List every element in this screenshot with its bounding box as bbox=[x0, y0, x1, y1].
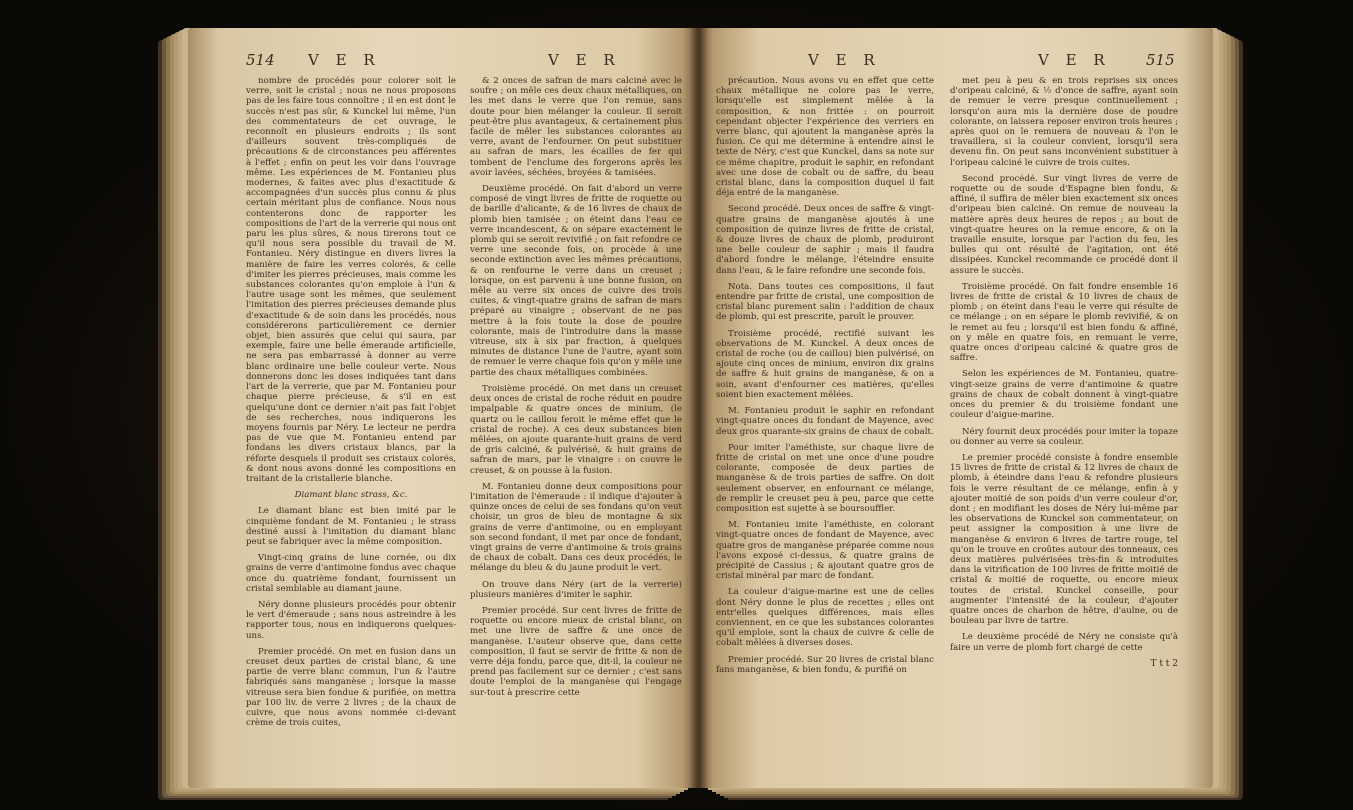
paragraph: La couleur d'aigue-marine est une de celles dont Néry donne le plus de recettes ; elles ont entr'elles quelques différences, mais elles conviennent, en ce que les substances colorantes qu'il emploie, sont la chaux de cuivre & celle de cobalt mêlées à diverses doses. bbox=[716, 587, 934, 649]
paragraph: met peu à peu & en trois reprises six onces d'oripeau calciné, & ½ d'once de saffre, ayant soin de remuer le verre presque continuellement ; lorsqu'on aura mis la dernière dose de poudre colorante, on laissera reposer environ trois heures ; après quoi on le remuera de nouveau & l'on le travaillera, si la couleur convient, lorsqu'il sera devenu fin. On peut sans inconvénient substituer à l'oripeau calciné le cuivre de trois cuites. bbox=[950, 76, 1178, 168]
text-column-1 bbox=[246, 76, 456, 734]
paragraph: Nota. Dans toutes ces compositions, il faut entendre par fritte de cristal, une composition de cristal blanc purement salin : l'addition de chaux de plomb, qui est prescrite, paroît le prouver. bbox=[716, 281, 934, 323]
paragraph: Le premier procédé consiste à fondre ensemble 15 livres de fritte de cristal & 12 livres de chaux de plomb, à éteindre dans l'eau & refondre plusieurs fois le verre résultant de ce mélange, enfin à y ajouter moitié de son poids d'un verre couleur d'or, dont ; en modifiant les doses de Néry lui-même par les observations de Kunckel son commentateur, on peut assigner la composition à une livre de manganèse & environ 6 livres de tartre rouge, tel qu'on le trouve en croûtes autour des tonneaux, ces deux matières pulvérisées très-fin & introduites dans la vitrification de 100 livres de fritte moitié de cristal & moitié de roquette, ou encore mieux toutes de cristal. Kunckel conseille, pour augmenter l'intensité de la couleur, d'ajouter quatre onces de charbon de hêtre, d'aulne, ou de bouleau par livre de tartre. bbox=[950, 452, 1178, 627]
page-number: 515 bbox=[1146, 51, 1175, 69]
paragraph: Le deuxième procédé de Néry ne consiste qu'à faire un verre de plomb fort chargé de cette bbox=[950, 632, 1178, 653]
paragraph: On trouve dans Néry (art de la verrerie) plusieurs manières d'imiter le saphir. bbox=[470, 579, 682, 600]
text-column-1 bbox=[716, 76, 934, 681]
text-column-2 bbox=[470, 76, 682, 704]
paragraph: Néry fournit deux procédés pour imiter la topaze ou donner au verre sa couleur. bbox=[950, 426, 1178, 447]
paragraph: Le diamant blanc est bien imité par le cinquième fondant de M. Fontanieu ; le strass destiné aussi à l'imitation du diamant blanc peut se fabriquer avec la même composition. bbox=[246, 506, 456, 547]
paragraph: Pour imiter l'améthiste, sur chaque livre de fritte de cristal on met une once d'une poudre colorante, composée de deux parties de manganèse & de trois parties de saffre. On doit seulement observer, en enfournant ce mélange, de remplir le creuset peu à peu, parce que cette composition est sujette à se boursouffler. bbox=[716, 442, 934, 514]
right-page bbox=[698, 28, 1213, 788]
running-header: V E R bbox=[1038, 51, 1111, 69]
page-number: 514 bbox=[246, 51, 275, 69]
paragraph: nombre de procédés pour colorer soit le verre, soit le cristal ; nous ne nous proposons pas de les faire tous connoître ; il en est dont le succès n'est pas sûr, & Kunckel lui même, l'un des commentateurs de cet ouvrage, le reconnoît en plusieurs endroits ; ils sont d'ailleurs souvent très-compliqués de précautions & de circonstances peu afférentes à l'effet ; enfin on peut les voir dans l'ouvrage même. Les expériences de M. Fontanieu plus modernes, & faites avec plus d'exactitude & accompagnées d'un succès plus connu & plus certain méritant plus de confiance. Nous nous contenterons donc de rapporter les compositions de l'art de la verrerie qui nous ont paru les plus sûres, & nous tirerons tout ce qu'il nous sera possible du travail de M. Fontanieu. Néry distingue en divers livres la manière de faire les verres colorés, & celle d'imiter les pierres précieuses, mais comme les substances colorantes qu'on emploie à l'un & l'autre usage sont les mêmes, que seulement l'imitation des pierres précieuses demande plus d'exactitude & de soin dans les procédés, nous considérerons particulièrement ce dernier objet, bien assurés que celui qui saura, par exemple, faire une belle émeraude artificielle, ne sera pas embarrassé à donner au verre blanc ordinaire une belle couleur verte. Nous donnerons donc les doses indiquées tant dans l'art de la verrerie, que par M. Fontanieu pour chaque pierre précieuse, & s'il en est quelqu'une dont ce dernier n'ait pas fait l'objet de ses recherches, nous indiquerons les moyens fournis par Néry. Le lecteur ne perdra pas de vue que M. Fontanieu entend par fondans les divers cristaux blancs, par la réforte desquels il produit ses cristaux colorés, & dont nous avons donné les compositions en traitant de la cristallerie blanche. bbox=[246, 76, 456, 484]
paragraph: M. Fontanieu imite l'améthiste, en colorant vingt-quatre onces de fondant de Mayence, avec quatre gros de manganèse préparée comme nous l'avons exposé ci-dessus, & quatre grains de précipité de Cassius ; & ajoutant quatre gros de cristal minéral par marc de fondant. bbox=[716, 520, 934, 582]
paragraph: Troisième procédé. On fait fondre ensemble 16 livres de fritte de cristal & 10 livres de chaux de plomb ; on éteint dans l'eau le verre qui résulte de ce mélange ; on en sépare le plomb revivifié, & on le remet au feu ; lorsqu'il est bien fondu & affiné, on y mêle en quatre fois, en remuant le verre, quatre onces d'oripeau calciné & quatre gros de saffre. bbox=[950, 281, 1178, 364]
paragraph: Troisième procédé. On met dans un creuset deux onces de cristal de roche réduit en poudre impalpable & quatre onces de minium, (le quartz ou le caillou feroit le même effet que le cristal de roche). A ces deux substances bien mêlées, on ajoute quarante-huit grains de verd de gris calciné, & pulvérisé, & huit grains de safran de mars, par le vinaigre : on couvre le creuset, & on pousse à la fusion. bbox=[470, 383, 682, 476]
paragraph: Second procédé. Sur vingt livres de verre de roquette ou de soude d'Espagne bien fondu, & affiné, il suffira de mêler bien exactement six onces d'oripeau bien calciné. On remue de nouveau la matière après deux heures de repos ; au bout de vingt-quatre heures on la remue encore, & on la travaille ensuite, lorsque par l'action du feu, les bulles qui ont résulté de l'agitation, ont été dissipées. Kunckel recommande ce procédé dont il assure le succès. bbox=[950, 173, 1178, 276]
paragraph: Selon les expériences de M. Fontanieu, quatre-vingt-seize grains de verre d'antimoine & quatre grains de chaux de cobalt donnent à vingt-quatre onces du premier & du troisième fondant une couleur d'aigue-marine. bbox=[950, 369, 1178, 421]
book-gutter bbox=[690, 28, 708, 788]
section-heading: Diamant blanc strass, &c. bbox=[294, 490, 408, 501]
paragraph: M. Fontanieu donne deux compositions pour l'imitation de l'émeraude : il indique d'ajouter à quinze onces de celui de ses fondans qu'on veut choisir, un gros de bleu de montagne & six grains de verre d'antimoine, ou en employant son second fondant, il met par once de fondant, vingt grains de verre d'antimoine & trois grains de chaux de cobalt. Dans ces deux procédés, le mélange du bleu & du jaune produit le vert. bbox=[470, 481, 682, 574]
running-header: V E R bbox=[808, 51, 881, 69]
left-page bbox=[188, 28, 698, 788]
paragraph: Premier procédé. Sur 20 livres de cristal blanc fans manganèse, & bien fondu, & purifié on bbox=[716, 654, 934, 675]
paragraph: & 2 onces de safran de mars calciné avec le soufre ; on mêle ces deux chaux métalliques, on les met dans le verre que l'on remue, sans doute pour bien mélanger la couleur. Il seroit peut-être plus avantageux, & certainement plus facile de mêler les substances colorantes au verre, avant de l'enfourner. On peut substituer au safran de mars, les écailles de fer qui tombent de l'enclume des forgerons après les avoir lavées, séchées, broyées & tamisées. bbox=[470, 76, 682, 178]
paragraph: précaution. Nous avons vu en effet que cette chaux métallique ne colore pas le verre, lorsqu'elle est simplement mêlée à la composition, & non frittée : on pourroit cependant objecter l'expérience des verriers en verre blanc, qui ajoutent la manganèse après la fusion. Ce qui me détermine à entendre ainsi le texte de Néry, c'est que Kunckel, dans sa note sur ce même chapitre, produit le saphir, en refondant avec une dose de cobalt ou de saffre, du beau cristal blanc, dans la composition duquel il fait déja entré de la manganèse. bbox=[716, 76, 934, 199]
signature-mark: T t t 2 bbox=[1150, 658, 1178, 669]
paragraph: Premier procédé. On met en fusion dans un creuset deux parties de cristal blanc, & une partie de verre blanc commun, l'un & l'autre fabriqués sans manganèse ; lorsque la masse vitreuse sera bien fondue & purifiée, on mettra par 100 liv. de verre 2 livres ; de la chaux de cuivre, que nous avons nommée ci-devant crème de trois cuites, bbox=[246, 646, 456, 729]
running-header: V E R bbox=[548, 51, 621, 69]
paragraph: Néry donne plusieurs procédés pour obtenir le vert d'émeraude ; sans nous astreindre à les rapporter tous, nous en indiquerons quelques-uns. bbox=[246, 599, 456, 641]
paragraph: Deuxième procédé. On fait d'abord un verre composé de vingt livres de fritte de roquette ou de barille d'alicante, & de 16 livres de chaux de plomb bien tamisée ; on éteint dans l'eau ce verre incandescent, & on sépare exactement le plomb qui se seroit revivifié ; on fait refondre ce verre une seconde fois, on procède à une seconde extinction avec les mêmes précautions, & on renfourne le verre dans un creuset ; lorsque, on est parvenu à une bonne fusion, on mêle au verre six onces de cuivre des trois cuites, & vingt-quatre grains de safran de mars préparé au vinaigre ; observant de ne pas mettre à la fois toute la dose de poudre colorante, mais de l'introduire dans la masse vitreuse, six à six par fraction, à quelques minutes de distance l'une de l'autre, ayant soin de remuer le verre chaque fois qu'on y mêle une partie des chaux métalliques combinées. bbox=[470, 184, 682, 378]
paragraph: Premier procédé. Sur cent livres de fritte de roquette ou encore mieux de cristal blanc, on met une livre de saffre & une once de manganèse. L'auteur observe que, dans cette composition, il faut se servir de fritte & non de verre déja fondu, parce que, dit-il, la couleur ne prend pas facilement sur ce dernier ; c'est sans doute l'emploi de la manganèse qui l'engage sur-tout à prescrire cette bbox=[470, 605, 682, 698]
paragraph: M. Fontanieu produit le saphir en refondant vingt-quatre onces du fondant de Mayence, avec deux gros quarante-six grains de chaux de cobalt. bbox=[716, 406, 934, 437]
text-column-2 bbox=[950, 76, 1178, 675]
paragraph: Troisième procédé, rectifié suivant les observations de M. Kunckel. A deux onces de cristal de roche (ou de caillou) bien pulvérisé, on ajoute cinq onces de minium, environ dix grains de saffre & huit grains de manganèse, & on a soin, avant d'enfourner ces matières, qu'elles soient bien exactement mêlées. bbox=[716, 328, 934, 400]
paragraph: Second procédé. Deux onces de saffre & vingt-quatre grains de manganèse ajoutés à une composition de quinze livres de fritte de cristal, & douze livres de chaux de plomb, produiront une belle couleur de saphir ; mais il faudra d'abord fondre le mélange, l'éteindre ensuite dans l'eau, & le faire refondre une seconde fois. bbox=[716, 204, 934, 276]
running-header: V E R bbox=[308, 51, 381, 69]
paragraph: Vingt-cinq grains de lune cornée, ou dix grains de verre d'antimoine fondus avec chaque once du quatrième fondant, fournissent un cristal semblable au diamant jaune. bbox=[246, 553, 456, 594]
